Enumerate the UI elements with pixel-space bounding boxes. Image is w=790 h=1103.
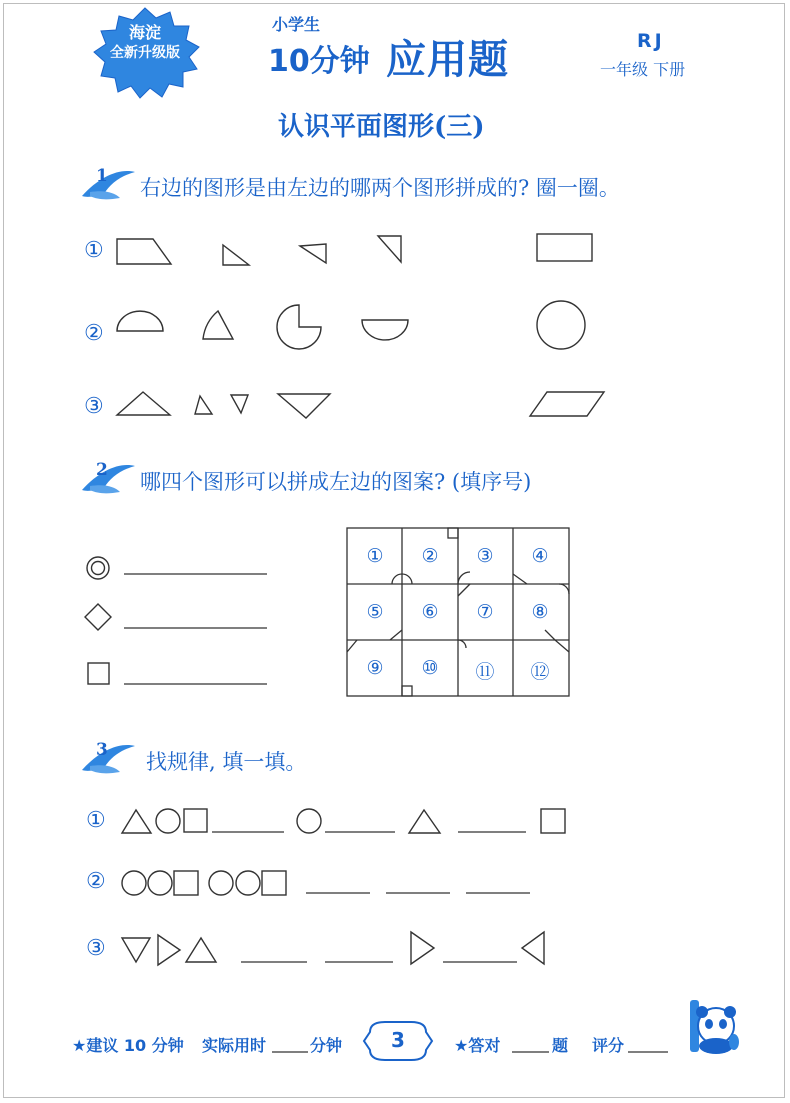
q3-r2-square-1: [174, 871, 198, 895]
small-title: 小学生: [272, 15, 321, 34]
q3-row3-label: ③: [86, 936, 106, 961]
footer-question-unit: 题: [552, 1036, 569, 1055]
q3-r1-circle-2: [297, 809, 321, 833]
q1-row1-target-rectangle: [537, 234, 592, 261]
badge-line1: 海淀: [128, 23, 161, 42]
q3-row1-label: ①: [86, 808, 106, 833]
panda-icon: [690, 1000, 739, 1054]
q1-row3-triangle-d: [278, 394, 330, 418]
q1-number: 1: [96, 166, 108, 186]
q3-r1-square-2: [541, 809, 565, 833]
grid-cell-label: ⑥: [421, 601, 439, 623]
grid-cell-label: ⑫: [530, 661, 550, 683]
footer-actual-label: 实际用时: [202, 1036, 267, 1055]
square-icon: [88, 663, 109, 684]
q3-r2-square-2: [262, 871, 286, 895]
q3-r1-triangle-1: [122, 810, 151, 833]
footer-correct-label: ★答对: [454, 1036, 501, 1055]
q3-text: 找规律, 填一填。: [146, 750, 307, 774]
q1-text: 右边的图形是由左边的哪两个图形拼成的? 圈一圈。: [140, 176, 620, 200]
grid-cell-label: ⑪: [475, 661, 495, 683]
q3-r1-square-1: [184, 809, 207, 832]
q2-text: 哪四个图形可以拼成左边的图案? (填序号): [140, 470, 532, 494]
footer-minutes: 分钟: [310, 1036, 343, 1055]
grid-cell-label: ②: [421, 545, 439, 567]
grid-cell-label: ①: [366, 545, 384, 567]
q3-r2-circle-4: [236, 871, 260, 895]
q3-r3-triangle-right-1: [158, 935, 180, 965]
q3-r3-triangle-right-2: [411, 932, 434, 964]
q1-row3-target-parallelogram: [530, 392, 604, 416]
q1-row2-sector: [203, 311, 233, 339]
q1-row3-label: ③: [84, 394, 104, 419]
q3-r3-triangle-down: [122, 938, 150, 962]
q3-r3-triangle-left: [522, 932, 544, 964]
q1-row1-right-triangle-c: [378, 236, 401, 262]
q1-row2-target-circle: [537, 301, 585, 349]
q3-r2-circle-1: [122, 871, 146, 895]
q1-row1-right-triangle-a: [223, 245, 249, 265]
grid-cell-label: ④: [531, 545, 549, 567]
q3-r2-circle-3: [209, 871, 233, 895]
q1-row2-three-quarter-circle: [277, 305, 321, 349]
q1-row1-triangle-b: [300, 244, 326, 263]
q3-row2-label: ②: [86, 869, 106, 894]
q1-row2-semicircle-top: [117, 311, 163, 331]
q3-bird-icon: [82, 745, 135, 773]
q1-row1-trapezoid: [117, 239, 171, 264]
double-circle-icon: [87, 557, 109, 579]
q1-row3-triangle-a: [117, 392, 170, 415]
q1-row2-semicircle-bottom: [362, 320, 408, 340]
main-title-word: 应用题: [386, 37, 509, 83]
page-number: 3: [391, 1028, 405, 1052]
q2-bird-icon: [82, 465, 135, 493]
footer-suggest: ★建议 10 分钟: [72, 1036, 184, 1055]
q3-r1-triangle-2: [409, 810, 440, 833]
q2-number: 2: [96, 460, 108, 480]
grid-cell-label: ⑦: [476, 601, 494, 623]
lesson-title: 认识平面图形(三): [278, 112, 485, 142]
edition-label: RJ: [637, 30, 665, 52]
q3-r1-circle-1: [156, 809, 180, 833]
diamond-icon: [85, 604, 111, 630]
main-title-number: 10分钟: [268, 44, 370, 79]
q3-number: 3: [96, 740, 108, 760]
q1-row3-triangle-c: [231, 395, 248, 413]
q3-r2-circle-2: [148, 871, 172, 895]
q1-row3-triangle-b: [195, 396, 212, 414]
grid-cell-label: ⑤: [366, 601, 384, 623]
grid-cell-label: ⑩: [421, 657, 439, 679]
q1-row1-label: ①: [84, 238, 104, 263]
footer-score-label: 评分: [592, 1036, 625, 1055]
grid-cell-label: ③: [476, 545, 494, 567]
grade-label: 一年级 下册: [600, 60, 686, 79]
badge-line2: 全新升级版: [110, 45, 180, 61]
q3-r3-triangle-up: [186, 938, 216, 962]
q1-bird-icon: [82, 171, 135, 199]
grid-cell-label: ⑨: [366, 657, 384, 679]
grid-cell-label: ⑧: [531, 601, 549, 623]
q1-row2-label: ②: [84, 321, 104, 346]
